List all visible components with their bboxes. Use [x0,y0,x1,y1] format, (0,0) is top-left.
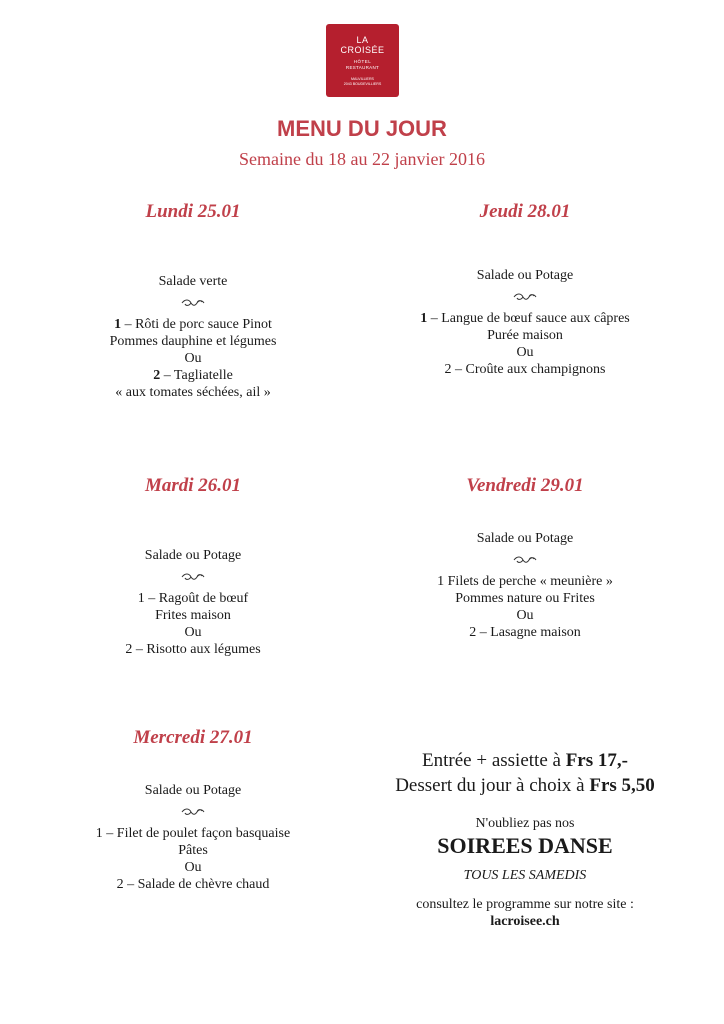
menu-day-jeudi [380,201,670,378]
logo-name-line-2: CROISÉE [340,45,385,55]
price-line-dessert [370,773,680,798]
day-title: Mardi 26.01 [144,475,242,496]
or-separator: Ou [184,625,202,640]
promo-schedule: TOUS LES SAMEDIS [463,868,587,883]
price-line-main [370,748,680,773]
dish-1-side: Pommes nature ou Frites [455,591,595,606]
menu-day-mercredi [48,727,338,893]
promo-block [370,815,680,930]
dish-2: 2 – Croûte aux champignons [444,362,606,377]
price-block [370,748,680,798]
starter: Salade verte [158,274,228,289]
dish-1-side: Frites maison [155,608,231,623]
dish-number: 1 [114,317,122,332]
menu-day-lundi [48,201,338,401]
hotel-logo [326,24,399,97]
dish-1: 1 – Ragoût de bœuf [137,591,249,606]
dish-2: 2 – Lasagne maison [469,625,581,640]
price-label: Entrée + assiette à [422,750,566,771]
logo-tag-line-1: HÔTEL [353,59,372,64]
dish-1 [380,310,670,327]
fleuron-divider-icon [181,808,205,816]
price-label: Dessert du jour à choix à [395,775,590,796]
or-separator: Ou [516,345,534,360]
dish-name: – Langue de bœuf sauce aux câpres [427,311,630,326]
starter: Salade ou Potage [144,548,242,563]
dish-1-side: Pommes dauphine et légumes [109,334,277,349]
menu-day-vendredi [380,475,670,641]
fleuron-divider-icon [513,556,537,564]
dish-2 [48,367,338,384]
price-value: Frs 17,- [565,750,628,771]
promo-event: SOIREES DANSE [437,833,613,858]
logo-address-line-2: 2043 BOUDEVILLIERS [343,82,382,86]
logo-name-line-1: LA [356,35,369,45]
dish-2-side: « aux tomates séchées, ail » [115,385,271,400]
starter: Salade ou Potage [476,531,574,546]
logo-tag-line-2: RESTAURANT [345,65,380,70]
dish-1-side: Purée maison [487,328,563,343]
dish-1 [48,316,338,333]
fleuron-divider-icon [181,573,205,581]
promo-reminder: N'oubliez pas nos [475,816,575,831]
price-value: Frs 5,50 [589,775,655,796]
dish-1-side: Pâtes [178,843,208,858]
starter: Salade ou Potage [144,783,242,798]
or-separator: Ou [516,608,534,623]
fleuron-divider-icon [513,293,537,301]
page-subtitle: Semaine du 18 au 22 janvier 2016 [239,149,485,169]
dish-2: 2 – Risotto aux légumes [125,642,261,657]
day-title: Lundi 25.01 [145,201,241,222]
menu-day-mardi [48,475,338,658]
starter: Salade ou Potage [476,268,574,283]
website-link[interactable]: lacroisee.ch [490,914,560,929]
dish-name: – Tagliatelle [160,368,233,383]
dish-number: 2 [153,368,161,383]
day-title: Vendredi 29.01 [466,475,584,496]
logo-address-line-1: MALVILLIERS [351,77,374,81]
fleuron-divider-icon [181,299,205,307]
dish-name: – Rôti de porc sauce Pinot [121,317,272,332]
dish-1: 1 – Filet de poulet façon basquaise [95,826,291,841]
dish-number: 1 [420,311,428,326]
dish-1: 1 Filets de perche « meunière » [437,574,613,589]
dish-2: 2 – Salade de chèvre chaud [116,877,270,892]
day-title: Mercredi 27.01 [133,727,253,748]
page-title: MENU DU JOUR [277,116,447,141]
or-separator: Ou [184,860,202,875]
promo-consult: consultez le programme sur notre site : [416,897,634,912]
day-title: Jeudi 28.01 [479,201,571,222]
or-separator: Ou [184,351,202,366]
